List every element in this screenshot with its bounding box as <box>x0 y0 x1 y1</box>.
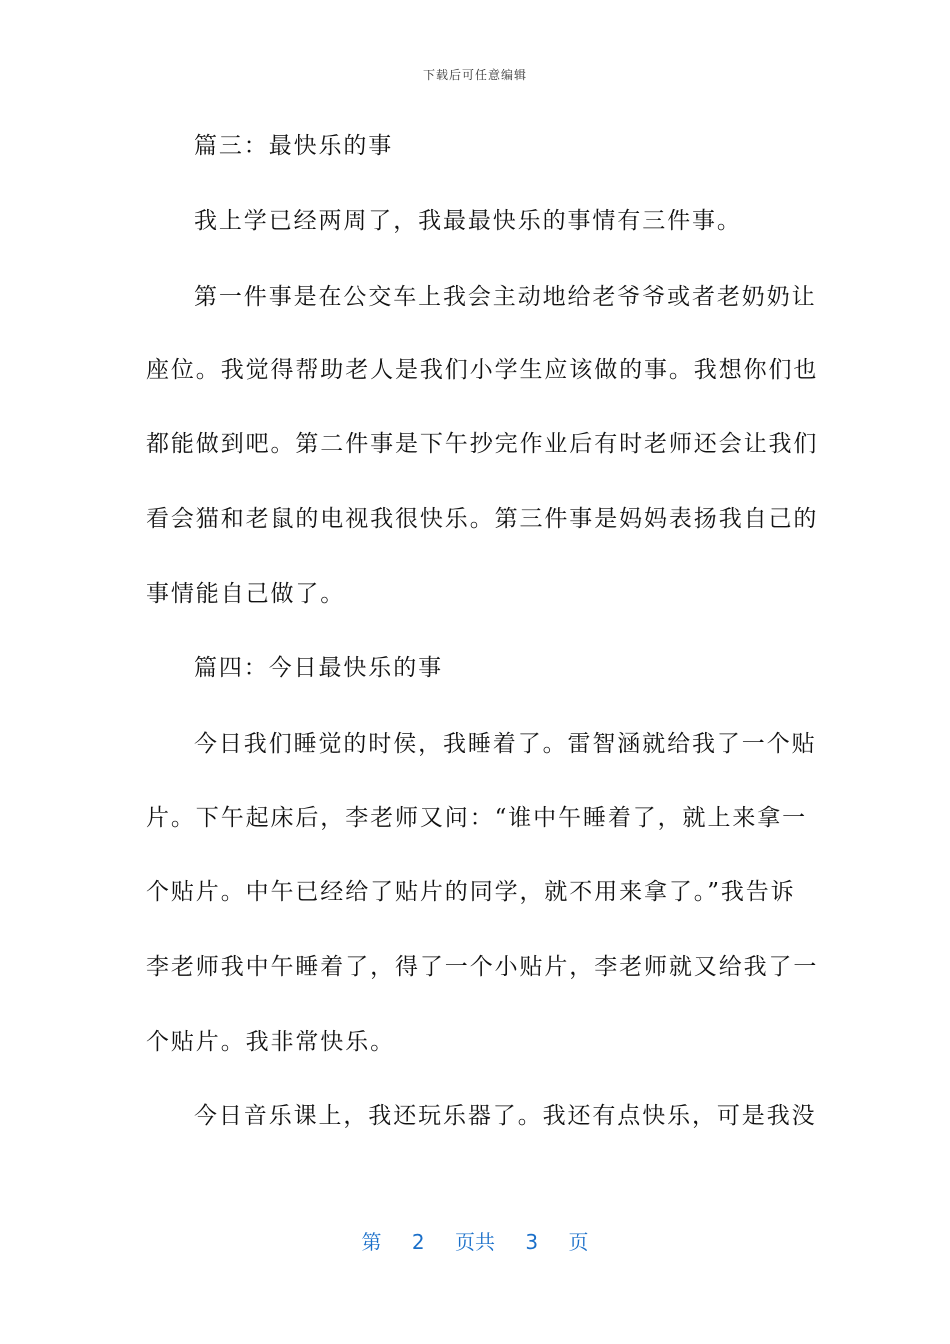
section-title-4: 篇四：今日最快乐的事 <box>194 655 443 681</box>
paragraph-line: 片。下午起床后，李老师又问：“谁中午睡着了，就上来拿一 <box>146 805 808 831</box>
paragraph-line: 事情能自己做了。 <box>146 581 346 607</box>
paragraph-line: 看会猫和老鼠的电视我很快乐。第三件事是妈妈表扬我自己的 <box>146 506 819 532</box>
section-title-3: 篇三：最快乐的事 <box>194 133 394 159</box>
page-footer <box>0 1226 950 1255</box>
paragraph-line: 第一件事是在公交车上我会主动地给老爷爷或者老奶奶让 <box>194 284 817 310</box>
paragraph-line: 李老师我中午睡着了，得了一个小贴片，李老师就又给我了一 <box>146 954 819 980</box>
paragraph-line: 个贴片。中午已经给了贴片的同学，就不用来拿了。”我告诉 <box>146 879 796 905</box>
paragraph-line: 今日音乐课上，我还玩乐器了。我还有点快乐，可是我没 <box>194 1103 817 1129</box>
footer-total-pages: 3 <box>525 1230 539 1254</box>
footer-suffix: 页 <box>568 1230 589 1254</box>
footer-current-page: 2 <box>411 1230 425 1254</box>
paragraph-line: 我上学已经两周了，我最最快乐的事情有三件事。 <box>194 208 742 234</box>
footer-prefix: 第 <box>361 1230 382 1254</box>
footer-middle: 页共 <box>455 1230 495 1254</box>
paragraph-line: 座位。我觉得帮助老人是我们小学生应该做的事。我想你们也 <box>146 357 819 383</box>
header-note: 下载后可任意编辑 <box>422 68 527 82</box>
paragraph-line: 今日我们睡觉的时侯，我睡着了。雷智涵就给我了一个贴 <box>194 731 817 757</box>
paragraph-line: 都能做到吧。第二件事是下午抄完作业后有时老师还会让我们 <box>146 431 819 457</box>
paragraph-line: 个贴片。我非常快乐。 <box>146 1029 395 1055</box>
